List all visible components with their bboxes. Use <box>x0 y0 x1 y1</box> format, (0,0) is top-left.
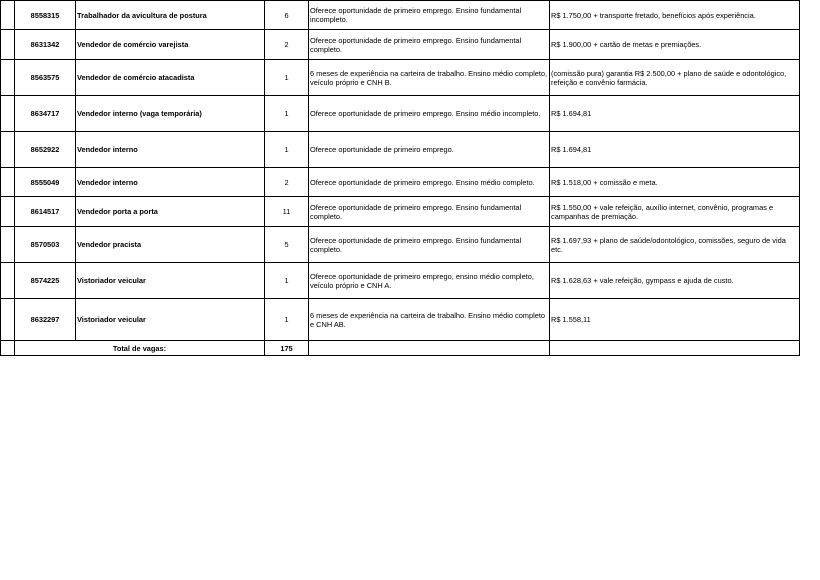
vacancy-code: 8563575 <box>15 60 76 96</box>
vacancy-count: 1 <box>265 299 309 341</box>
job-benefits: R$ 1.697,93 + plano de saúde/odontológico, comissões, seguro de vida etc. <box>550 227 800 263</box>
vacancy-code: 8632297 <box>15 299 76 341</box>
job-title: Vendedor interno <box>76 168 265 197</box>
vacancy-count: 1 <box>265 132 309 168</box>
job-requirements: 6 meses de experiência na carteira de trabalho. Ensino médio completo, veículo próprio e CNH B. <box>309 60 550 96</box>
blank-cell <box>1 227 15 263</box>
job-title: Vendedor de comércio atacadista <box>76 60 265 96</box>
blank-cell <box>1 341 15 356</box>
vacancy-count: 1 <box>265 96 309 132</box>
table-row <box>1 30 800 60</box>
table-row <box>1 96 800 132</box>
job-title: Vistoriador veicular <box>76 299 265 341</box>
table-row <box>1 60 800 96</box>
table-row <box>1 263 800 299</box>
job-title: Vendedor interno (vaga temporária) <box>76 96 265 132</box>
blank-cell <box>1 1 15 30</box>
vacancy-code: 8631342 <box>15 30 76 60</box>
job-benefits: R$ 1.900,00 + cartão de metas e premiações. <box>550 30 800 60</box>
job-requirements: Oferece oportunidade de primeiro emprego. Ensino fundamental completo. <box>309 197 550 227</box>
job-requirements: Oferece oportunidade de primeiro emprego. Ensino médio incompleto. <box>309 96 550 132</box>
job-benefits: R$ 1.518,00 + comissão e meta. <box>550 168 800 197</box>
table-row <box>1 197 800 227</box>
job-benefits: R$ 1.628,63 + vale refeição, gympass e ajuda de custo. <box>550 263 800 299</box>
vacancy-code: 8555049 <box>15 168 76 197</box>
blank-cell <box>1 299 15 341</box>
table-row <box>1 227 800 263</box>
job-title: Vendedor pracista <box>76 227 265 263</box>
total-row <box>1 341 800 356</box>
vacancy-code: 8558315 <box>15 1 76 30</box>
job-title: Vendedor porta a porta <box>76 197 265 227</box>
empty-cell <box>550 341 800 356</box>
blank-cell <box>1 30 15 60</box>
vacancy-code: 8634717 <box>15 96 76 132</box>
job-requirements: 6 meses de experiência na carteira de trabalho. Ensino médio completo e CNH AB. <box>309 299 550 341</box>
blank-cell <box>1 197 15 227</box>
job-title: Vendedor interno <box>76 132 265 168</box>
job-requirements: Oferece oportunidade de primeiro emprego, ensino médio completo, veículo próprio e CNH A. <box>309 263 550 299</box>
table-row <box>1 299 800 341</box>
empty-cell <box>309 341 550 356</box>
job-benefits: R$ 1.694,81 <box>550 132 800 168</box>
job-benefits: R$ 1.558,11 <box>550 299 800 341</box>
job-benefits: R$ 1.550,00 + vale refeição, auxílio internet, convênio, programas e campanhas de premiação. <box>550 197 800 227</box>
table-row <box>1 132 800 168</box>
vacancy-code: 8574225 <box>15 263 76 299</box>
vacancy-count: 11 <box>265 197 309 227</box>
job-title: Vistoriador veicular <box>76 263 265 299</box>
job-requirements: Oferece oportunidade de primeiro emprego. Ensino fundamental completo. <box>309 227 550 263</box>
blank-cell <box>1 132 15 168</box>
vacancy-code: 8652922 <box>15 132 76 168</box>
total-label: Total de vagas: <box>15 341 265 356</box>
vacancy-count: 2 <box>265 30 309 60</box>
job-benefits: R$ 1.694,81 <box>550 96 800 132</box>
vacancy-count: 2 <box>265 168 309 197</box>
vacancy-code: 8614517 <box>15 197 76 227</box>
job-benefits: (comissão pura) garantia R$ 2.500,00 + plano de saúde e odontológico, refeição e convênio farmácia. <box>550 60 800 96</box>
blank-cell <box>1 263 15 299</box>
vacancy-count: 6 <box>265 1 309 30</box>
vacancy-count: 1 <box>265 263 309 299</box>
vacancy-count: 5 <box>265 227 309 263</box>
job-requirements: Oferece oportunidade de primeiro emprego. Ensino médio completo. <box>309 168 550 197</box>
total-value: 175 <box>265 341 309 356</box>
job-benefits: R$ 1.750,00 + transporte fretado, benefícios após experiência. <box>550 1 800 30</box>
job-title: Vendedor de comércio varejista <box>76 30 265 60</box>
table-row <box>1 168 800 197</box>
vacancy-count: 1 <box>265 60 309 96</box>
job-title: Trabalhador da avicultura de postura <box>76 1 265 30</box>
job-requirements: Oferece oportunidade de primeiro emprego. Ensino fundamental completo. <box>309 30 550 60</box>
blank-cell <box>1 60 15 96</box>
job-rows <box>1 1 800 341</box>
job-requirements: Oferece oportunidade de primeiro emprego. Ensino fundamental incompleto. <box>309 1 550 30</box>
blank-cell <box>1 168 15 197</box>
job-requirements: Oferece oportunidade de primeiro emprego. <box>309 132 550 168</box>
blank-cell <box>1 96 15 132</box>
vacancy-code: 8570503 <box>15 227 76 263</box>
table-row <box>1 1 800 30</box>
